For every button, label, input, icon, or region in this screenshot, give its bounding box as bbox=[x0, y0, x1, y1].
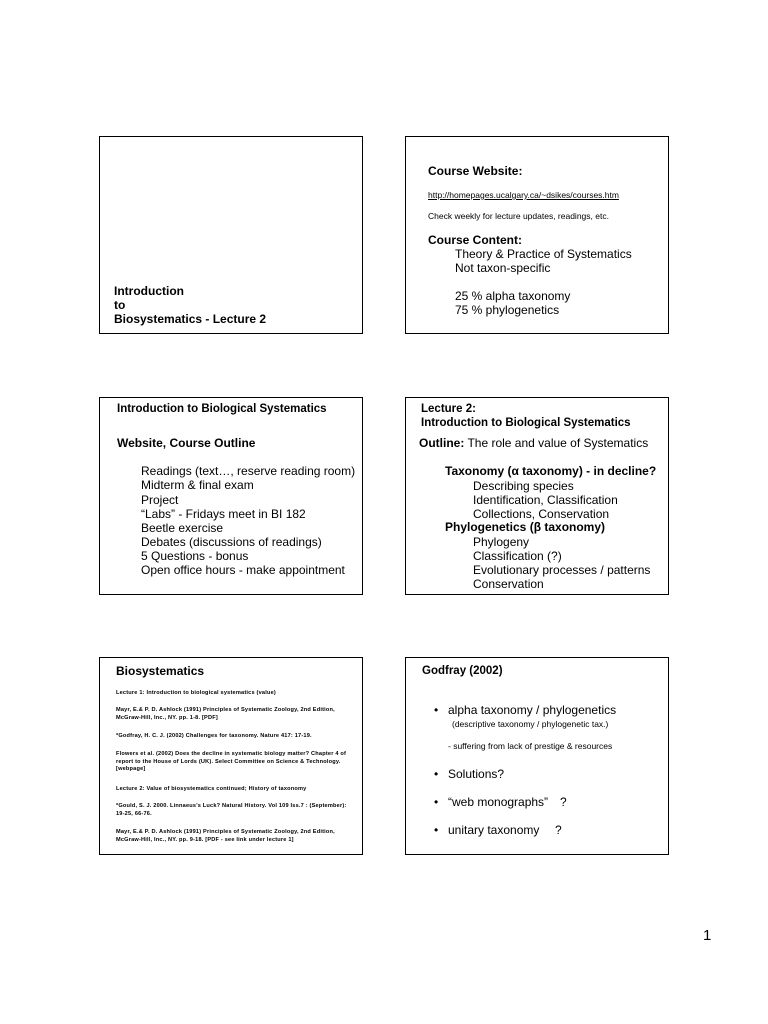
outline-item: Midterm & final exam bbox=[141, 478, 254, 492]
slide-heading: Biosystematics bbox=[116, 664, 205, 678]
course-website-link[interactable]: http://homepages.ucalgary.ca/~dsikes/courses.htm bbox=[428, 190, 619, 200]
taxonomy-item: Collections, Conservation bbox=[473, 507, 610, 521]
slide-subheading: Website, Course Outline bbox=[117, 436, 256, 450]
slide-heading: Godfray (2002) bbox=[422, 665, 503, 677]
slide-godfray bbox=[405, 657, 669, 855]
reference-entry: Mayr, E.& P. D. Ashlock (1991) Principles of Systematic Zoology, 2nd Edition, McGraw-Hill, Inc., NY. pp. 9-18. [PDF - see link under lecture 1] bbox=[116, 829, 335, 843]
outline-item: “Labs” - Fridays meet in BI 182 bbox=[141, 507, 306, 521]
reference-entry: Lecture 1: Introduction to biological systematics (value) bbox=[116, 690, 276, 696]
slide-course-website bbox=[405, 136, 669, 334]
course-content-line-2: Not taxon-specific bbox=[455, 261, 551, 275]
bullet-question: ? bbox=[560, 795, 567, 809]
phylogenetics-heading: Phylogenetics (β taxonomy) bbox=[445, 520, 606, 534]
bullet-item: • alpha taxonomy / phylogenetics bbox=[448, 703, 616, 717]
slide-title-line-3: Biosystematics - Lecture 2 bbox=[114, 312, 267, 326]
taxonomy-heading: Taxonomy (α taxonomy) - in decline? bbox=[445, 464, 657, 478]
phylogenetics-item: Phylogeny bbox=[473, 535, 530, 549]
course-content-line-1: Theory & Practice of Systematics bbox=[455, 247, 632, 261]
course-content-line-3: 25 % alpha taxonomy bbox=[455, 289, 571, 303]
slide-course-outline bbox=[99, 397, 363, 595]
outline-label: Outline: bbox=[419, 436, 465, 450]
phylogenetics-item: Evolutionary processes / patterns bbox=[473, 563, 651, 577]
page-number: 1 bbox=[703, 927, 712, 944]
bullet-subtext: (descriptive taxonomy / phylogenetic tax.) bbox=[452, 719, 609, 729]
taxonomy-item: Describing species bbox=[473, 479, 574, 493]
bullet-item: • Solutions? bbox=[448, 767, 504, 781]
course-content-line-4: 75 % phylogenetics bbox=[455, 303, 560, 317]
outline-text: The role and value of Systematics bbox=[467, 436, 649, 450]
reference-entry: *Godfray, H. C. J. (2002) Challenges for taxonomy. Nature 417: 17-19. bbox=[116, 733, 312, 739]
reference-entry: Mayr, E.& P. D. Ashlock (1991) Principles of Systematic Zoology, 2nd Edition, McGraw-Hill, Inc., NY. pp. 1-8. [PDF] bbox=[116, 707, 335, 721]
phylogenetics-item: Conservation bbox=[473, 577, 544, 591]
outline-item: Debates (discussions of readings) bbox=[141, 535, 322, 549]
course-content-heading: Course Content: bbox=[428, 233, 522, 247]
reference-entry: *Gould, S. J. 2000. Linnaeus's Luck? Natural History. Vol 109 Iss.7 : (September): 19-25, 66-76. bbox=[116, 803, 347, 817]
bullet-item: • unitary taxonomy bbox=[448, 823, 539, 837]
course-website-heading: Course Website: bbox=[428, 164, 523, 178]
lecture-title-line-1: Lecture 2: bbox=[421, 403, 476, 415]
reference-entry: Flowers et al. (2002) Does the decline in systematic biology matter? Chapter 4 of report to the House of Lords (UK). Select Committee on Science & Technology. [webpage] bbox=[116, 751, 347, 773]
slide-lecture-outline bbox=[405, 397, 669, 595]
bullet-note: - suffering from lack of prestige & resources bbox=[448, 741, 613, 751]
outline-item: Beetle exercise bbox=[141, 521, 224, 535]
slide-title-line-1: Introduction bbox=[114, 284, 184, 298]
slide-biosystematics-readings bbox=[99, 657, 363, 855]
bullet-item: • “web monographs” bbox=[448, 795, 548, 809]
outline-item: Open office hours - make appointment bbox=[141, 563, 345, 577]
lecture-title-line-2: Introduction to Biological Systematics bbox=[421, 417, 631, 429]
reference-entry: Lecture 2: Value of biosystematics continued; History of taxonomy bbox=[116, 786, 307, 792]
taxonomy-item: Identification, Classification bbox=[473, 493, 618, 507]
outline-item: 5 Questions - bonus bbox=[141, 549, 249, 563]
slide-heading: Introduction to Biological Systematics bbox=[117, 403, 327, 415]
outline-line bbox=[419, 436, 648, 450]
slide-title-line-2: to bbox=[114, 298, 126, 312]
outline-item: Readings (text…, reserve reading room) bbox=[141, 464, 356, 478]
course-website-note: Check weekly for lecture updates, readings, etc. bbox=[428, 211, 609, 221]
phylogenetics-item: Classification (?) bbox=[473, 549, 562, 563]
bullet-question: ? bbox=[555, 823, 562, 837]
outline-item: Project bbox=[141, 493, 179, 507]
slide-title bbox=[99, 136, 363, 334]
